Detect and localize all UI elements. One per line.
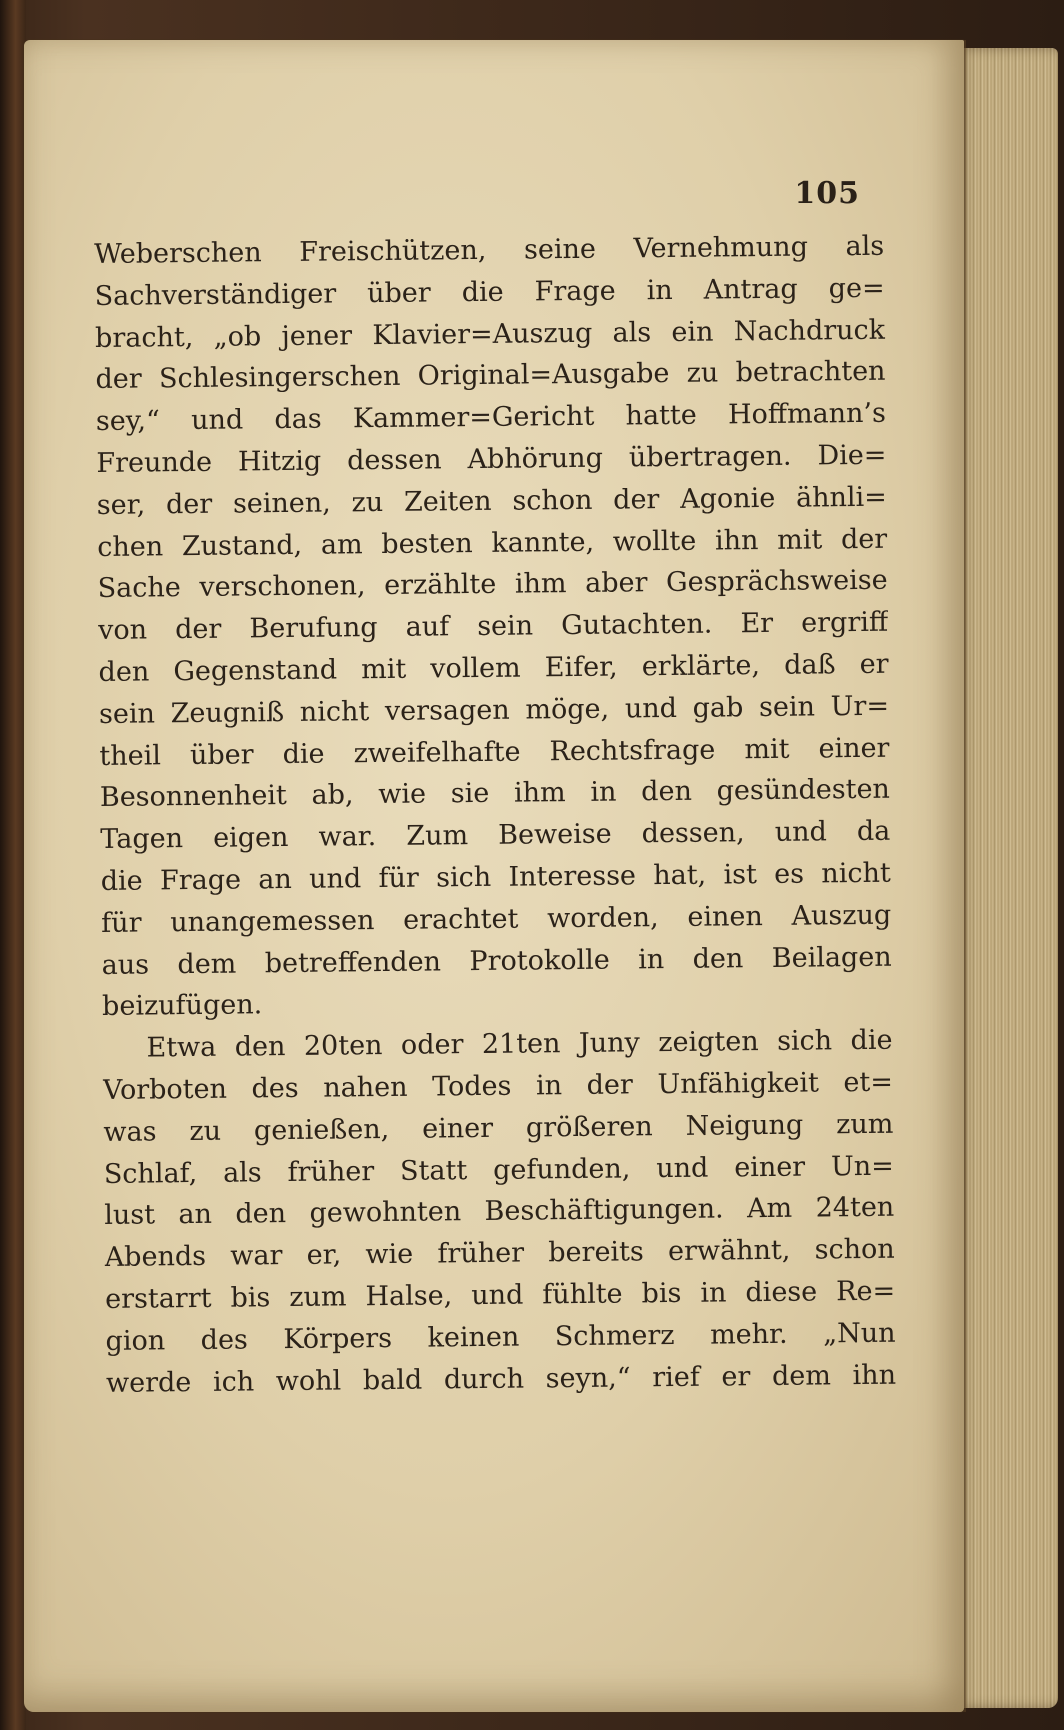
text-line: Weberschen Freischützen, seine Vernehmung als — [94, 230, 885, 270]
text-line-paragraph-end: beizufügen. — [101, 989, 263, 1023]
text-line: Sache verschonen, erzählte ihm aber Gesprächsweise — [97, 565, 888, 605]
page-stack-edges — [958, 48, 1058, 1708]
text-line: Besonnenheit ab, wie sie ihm in den gesündesten — [99, 774, 891, 814]
text-line: lust an den gewohnten Beschäftigungen. Am 24ten — [104, 1192, 895, 1232]
text-line: Vorboten des nahen Todes in der Unfähigkeit et= — [102, 1066, 894, 1106]
text-line: sey,“ und das Kammer=Gericht hatte Hoffmann’s — [95, 397, 887, 438]
text-line: von der Berufung auf sein Gutachten. Er ergriff — [97, 606, 889, 647]
text-line: den Gegenstand mit vollem Eifer, erklärte, daß er — [98, 648, 889, 688]
text-line: ser, der seinen, zu Zeiten schon der Agonie ähnli= — [96, 481, 887, 521]
text-line: Schlaf, als früher Statt gefunden, und einer Un= — [103, 1150, 894, 1190]
text-line: die Frage an und für sich Interesse hat, ist es nicht — [100, 857, 891, 897]
text-line-paragraph-start: Etwa den 20ten oder 21ten Juny zeigten sich die — [146, 1024, 893, 1064]
text-line: Sachverständiger über die Frage in Antrag ge= — [94, 272, 885, 312]
text-line: sein Zeugniß nicht versagen möge, und gab sein Ur= — [98, 690, 890, 730]
text-line: bracht, „ob jener Klavier=Auszug als ein Nachdruck — [94, 314, 886, 354]
text-line: erstarrt bis zum Halse, und fühlte bis in diese Re= — [104, 1275, 896, 1315]
page-number: 105 — [794, 176, 860, 211]
text-line: aus dem betreffenden Protokolle in den Beilagen — [101, 941, 892, 981]
text-line: für unangemessen erachtet worden, einen Auszug — [101, 899, 892, 939]
text-line: theil über die zweifelhafte Rechtsfrage mit einer — [99, 732, 890, 772]
text-line: was zu genießen, einer größeren Neigung zum — [103, 1108, 894, 1148]
text-line: Freunde Hitzig dessen Abhörung übertragen. Die= — [96, 439, 887, 479]
text-line: Tagen eigen war. Zum Beweise dessen, und da — [100, 815, 891, 856]
page-body-text — [94, 226, 896, 1405]
text-line: werde ich wohl bald durch seyn,“ rief er dem ihn — [105, 1359, 897, 1399]
text-line: der Schlesingerschen Original=Ausgabe zu betrachten — [95, 356, 886, 396]
text-line: chen Zustand, am besten kannte, wollte ihn mit der — [97, 523, 888, 563]
book-cover-edge — [0, 0, 26, 1730]
text-line: gion des Körpers keinen Schmerz mehr. „Nun — [105, 1317, 896, 1357]
text-line: Abends war er, wie früher bereits erwähnt, schon — [104, 1233, 895, 1274]
